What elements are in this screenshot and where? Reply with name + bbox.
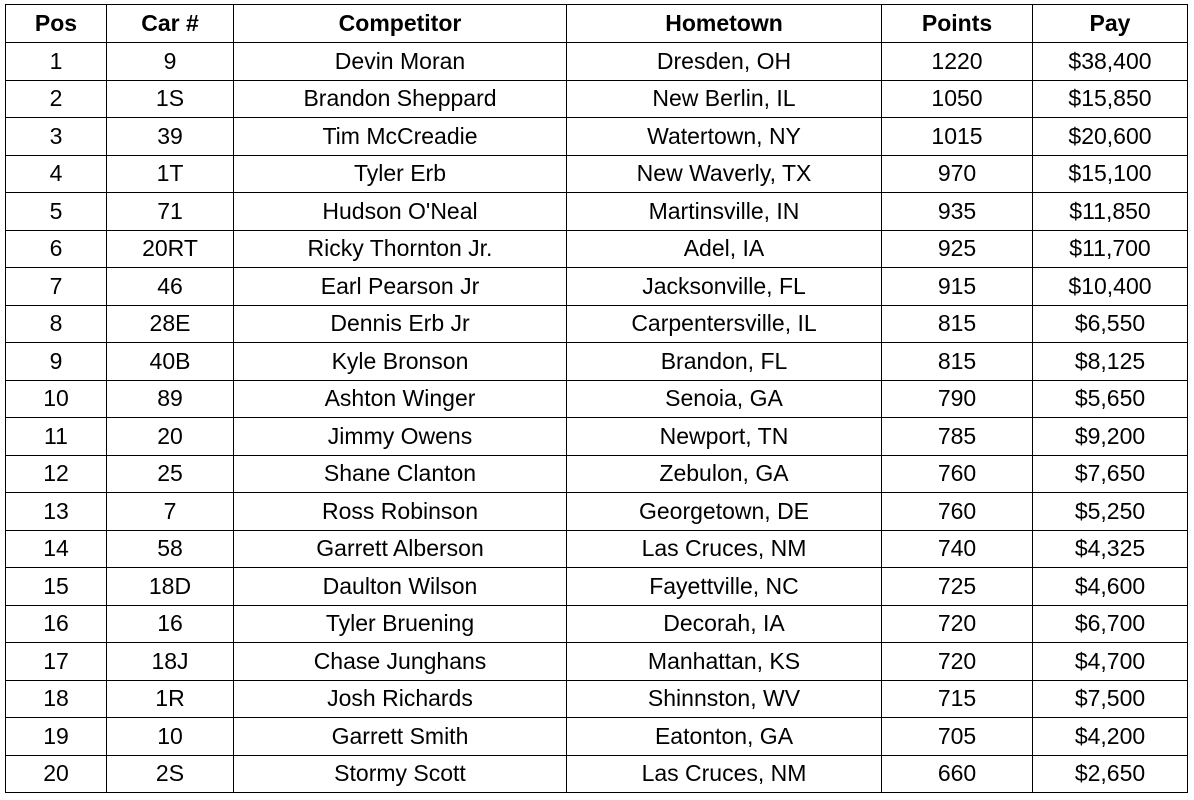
cell-pay: $4,600: [1033, 568, 1188, 606]
cell-pay: $2,650: [1033, 755, 1188, 793]
cell-pos: 3: [6, 118, 107, 156]
cell-points: 815: [882, 305, 1033, 343]
table-row: [6, 680, 1188, 718]
cell-points: 915: [882, 268, 1033, 306]
cell-pos: 17: [6, 643, 107, 681]
table-row: [6, 455, 1188, 493]
cell-car-number: 25: [107, 455, 234, 493]
table-row: [6, 230, 1188, 268]
cell-points: 785: [882, 418, 1033, 456]
cell-hometown: Decorah, IA: [567, 605, 882, 643]
cell-car-number: 20RT: [107, 230, 234, 268]
table-row: [6, 305, 1188, 343]
table-row: [6, 605, 1188, 643]
table-row: [6, 643, 1188, 681]
cell-competitor: Garrett Smith: [234, 718, 567, 756]
cell-pay: $11,850: [1033, 193, 1188, 231]
cell-pay: $9,200: [1033, 418, 1188, 456]
cell-competitor: Stormy Scott: [234, 755, 567, 793]
cell-car-number: 18J: [107, 643, 234, 681]
header-points: Points: [882, 5, 1033, 43]
cell-competitor: Daulton Wilson: [234, 568, 567, 606]
cell-hometown: Dresden, OH: [567, 43, 882, 81]
cell-hometown: Newport, TN: [567, 418, 882, 456]
cell-pos: 2: [6, 80, 107, 118]
cell-competitor: Ricky Thornton Jr.: [234, 230, 567, 268]
table-row: [6, 155, 1188, 193]
cell-competitor: Tim McCreadie: [234, 118, 567, 156]
cell-hometown: Las Cruces, NM: [567, 530, 882, 568]
cell-pay: $7,500: [1033, 680, 1188, 718]
header-row: [6, 5, 1188, 43]
cell-hometown: New Berlin, IL: [567, 80, 882, 118]
cell-pos: 12: [6, 455, 107, 493]
cell-pos: 15: [6, 568, 107, 606]
cell-points: 715: [882, 680, 1033, 718]
cell-pay: $38,400: [1033, 43, 1188, 81]
cell-car-number: 39: [107, 118, 234, 156]
cell-hometown: Fayettville, NC: [567, 568, 882, 606]
cell-points: 760: [882, 455, 1033, 493]
cell-car-number: 46: [107, 268, 234, 306]
cell-pos: 4: [6, 155, 107, 193]
cell-car-number: 71: [107, 193, 234, 231]
cell-points: 935: [882, 193, 1033, 231]
cell-competitor: Garrett Alberson: [234, 530, 567, 568]
cell-pay: $11,700: [1033, 230, 1188, 268]
table-row: [6, 268, 1188, 306]
cell-pay: $6,550: [1033, 305, 1188, 343]
cell-points: 660: [882, 755, 1033, 793]
cell-pay: $5,250: [1033, 493, 1188, 531]
header-competitor: Competitor: [234, 5, 567, 43]
header-hometown: Hometown: [567, 5, 882, 43]
cell-hometown: Shinnston, WV: [567, 680, 882, 718]
cell-car-number: 58: [107, 530, 234, 568]
cell-pos: 7: [6, 268, 107, 306]
cell-competitor: Earl Pearson Jr: [234, 268, 567, 306]
table-row: [6, 118, 1188, 156]
cell-competitor: Brandon Sheppard: [234, 80, 567, 118]
cell-pos: 19: [6, 718, 107, 756]
table-row: [6, 80, 1188, 118]
cell-car-number: 28E: [107, 305, 234, 343]
cell-pos: 6: [6, 230, 107, 268]
cell-competitor: Devin Moran: [234, 43, 567, 81]
header-pay: Pay: [1033, 5, 1188, 43]
cell-pos: 18: [6, 680, 107, 718]
cell-competitor: Josh Richards: [234, 680, 567, 718]
cell-pay: $15,100: [1033, 155, 1188, 193]
cell-car-number: 1T: [107, 155, 234, 193]
cell-car-number: 1R: [107, 680, 234, 718]
cell-points: 725: [882, 568, 1033, 606]
table-row: [6, 43, 1188, 81]
cell-pay: $4,325: [1033, 530, 1188, 568]
cell-points: 790: [882, 380, 1033, 418]
cell-competitor: Jimmy Owens: [234, 418, 567, 456]
cell-pos: 8: [6, 305, 107, 343]
table-row: [6, 530, 1188, 568]
table-row: [6, 493, 1188, 531]
cell-pos: 13: [6, 493, 107, 531]
cell-pay: $10,400: [1033, 268, 1188, 306]
cell-hometown: Jacksonville, FL: [567, 268, 882, 306]
cell-points: 1050: [882, 80, 1033, 118]
cell-points: 740: [882, 530, 1033, 568]
cell-hometown: Senoia, GA: [567, 380, 882, 418]
cell-pos: 16: [6, 605, 107, 643]
cell-car-number: 2S: [107, 755, 234, 793]
cell-hometown: Manhattan, KS: [567, 643, 882, 681]
cell-pay: $4,200: [1033, 718, 1188, 756]
cell-car-number: 20: [107, 418, 234, 456]
cell-car-number: 7: [107, 493, 234, 531]
cell-pay: $8,125: [1033, 343, 1188, 381]
cell-car-number: 16: [107, 605, 234, 643]
cell-pay: $15,850: [1033, 80, 1188, 118]
cell-pos: 1: [6, 43, 107, 81]
cell-competitor: Ashton Winger: [234, 380, 567, 418]
cell-points: 760: [882, 493, 1033, 531]
cell-car-number: 40B: [107, 343, 234, 381]
cell-competitor: Ross Robinson: [234, 493, 567, 531]
cell-competitor: Kyle Bronson: [234, 343, 567, 381]
cell-car-number: 10: [107, 718, 234, 756]
cell-competitor: Tyler Erb: [234, 155, 567, 193]
cell-hometown: Eatonton, GA: [567, 718, 882, 756]
cell-pos: 20: [6, 755, 107, 793]
cell-pos: 14: [6, 530, 107, 568]
cell-pay: $20,600: [1033, 118, 1188, 156]
table-row: [6, 755, 1188, 793]
cell-hometown: Martinsville, IN: [567, 193, 882, 231]
cell-car-number: 9: [107, 43, 234, 81]
cell-pos: 5: [6, 193, 107, 231]
cell-hometown: Brandon, FL: [567, 343, 882, 381]
cell-car-number: 1S: [107, 80, 234, 118]
cell-points: 925: [882, 230, 1033, 268]
table-row: [6, 568, 1188, 606]
cell-car-number: 18D: [107, 568, 234, 606]
cell-pay: $6,700: [1033, 605, 1188, 643]
standings-body: [6, 43, 1188, 793]
cell-points: 705: [882, 718, 1033, 756]
cell-hometown: New Waverly, TX: [567, 155, 882, 193]
cell-pay: $7,650: [1033, 455, 1188, 493]
cell-pay: $5,650: [1033, 380, 1188, 418]
cell-points: 970: [882, 155, 1033, 193]
cell-competitor: Hudson O'Neal: [234, 193, 567, 231]
cell-points: 720: [882, 643, 1033, 681]
table-row: [6, 193, 1188, 231]
cell-pos: 9: [6, 343, 107, 381]
cell-car-number: 89: [107, 380, 234, 418]
cell-pos: 11: [6, 418, 107, 456]
table-row: [6, 418, 1188, 456]
cell-hometown: Georgetown, DE: [567, 493, 882, 531]
header-car-number: Car #: [107, 5, 234, 43]
cell-hometown: Zebulon, GA: [567, 455, 882, 493]
cell-hometown: Las Cruces, NM: [567, 755, 882, 793]
cell-competitor: Tyler Bruening: [234, 605, 567, 643]
cell-points: 815: [882, 343, 1033, 381]
cell-competitor: Chase Junghans: [234, 643, 567, 681]
cell-points: 1015: [882, 118, 1033, 156]
cell-points: 720: [882, 605, 1033, 643]
cell-pos: 10: [6, 380, 107, 418]
cell-hometown: Adel, IA: [567, 230, 882, 268]
header-pos: Pos: [6, 5, 107, 43]
cell-hometown: Watertown, NY: [567, 118, 882, 156]
cell-competitor: Dennis Erb Jr: [234, 305, 567, 343]
table-row: [6, 718, 1188, 756]
standings-table: [5, 4, 1188, 793]
cell-pay: $4,700: [1033, 643, 1188, 681]
cell-competitor: Shane Clanton: [234, 455, 567, 493]
table-row: [6, 343, 1188, 381]
cell-hometown: Carpentersville, IL: [567, 305, 882, 343]
cell-points: 1220: [882, 43, 1033, 81]
table-row: [6, 380, 1188, 418]
